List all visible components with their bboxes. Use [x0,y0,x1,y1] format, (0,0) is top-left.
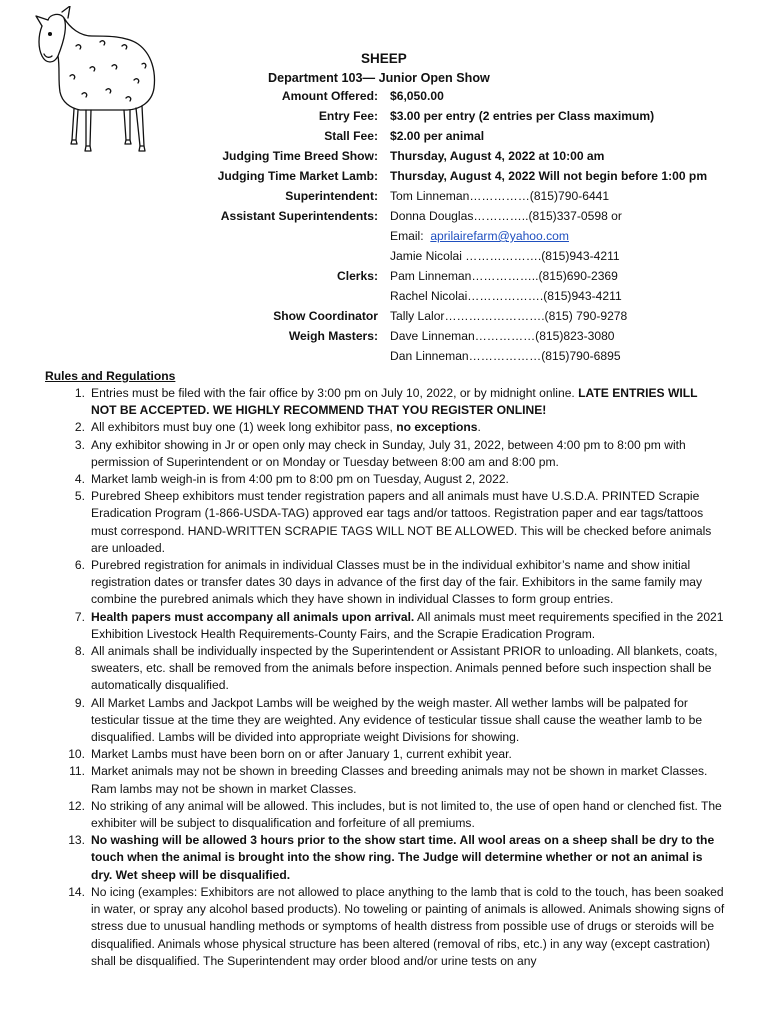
info-label: Judging Time Market Lamb: [217,169,378,183]
rules-list [45,385,725,970]
info-value: Jamie Nicolai ……………….(815)943-4211 [390,249,620,263]
info-label: Superintendent: [285,189,378,203]
rule-number: 9. [74,695,85,710]
rule-item [45,695,725,747]
rule-item [45,488,725,557]
info-row [0,309,770,327]
rule-text: no exceptions [396,420,478,435]
rule-text: No striking of any animal will be allowed. This includes, but is not limited to, the use of open hand or clenched fist. The exhibiter will be subject to disqualification and forfeiture of all premiums. [91,798,722,831]
info-value: Tom Linneman……………(815)790-6441 [390,189,610,203]
info-row [0,149,770,167]
info-label: Amount Offered: [281,89,378,103]
rule-number: 11. [69,764,85,779]
rule-number: 4. [74,472,85,487]
rule-text: All animals shall be individually inspected by the Superintendent or Assistant PRIOR to unloading. All blankets, coats, sweaters, etc. shall be removed from the animals before inspection. Animals penned before such inspection shall be automatically disqualified. [91,644,718,693]
info-label: Clerks: [336,269,378,283]
info-row [0,329,770,347]
rule-text: Health papers must accompany all animals upon arrival. [91,609,415,624]
rule-text: Purebred Sheep exhibitors must tender registration papers and all animals must have U.S.D.A. PRINTED Scrapie Eradication Program (1-866-USDA-TAG) approved ear tags and/or tattoos. Registration paper and ear tags/tattoos must correspond. HAND-WRITTEN SCRAPIE TAGS WILL NOT BE ALLOWED. This will be checked before animals are unloaded. [91,489,712,555]
info-row [0,269,770,287]
rule-number: 14. [68,884,85,899]
rule-item [45,557,725,609]
rule-text: Market Lambs must have been born on or after January 1, current exhibit year. [91,747,512,762]
department-heading: Department 103— Junior Open Show [268,71,490,85]
info-row [0,89,770,107]
rule-text: All exhibitors must buy one (1) week long exhibitor pass, [91,420,397,435]
rule-text: Market lamb weigh-in is from 4:00 pm to 8:00 pm on Tuesday, August 2, 2022. [91,472,509,487]
rule-text: All animals must meet requirements specified in the 2021 Exhibition Livestock Health Requirements-County Fairs, and the Scrapie Eradication Program. [91,609,724,641]
rule-number: 3. [74,437,85,452]
info-value: $6,050.00 [390,89,444,103]
info-label: Assistant Superintendents: [220,209,378,223]
info-value: Thursday, August 4, 2022 at 10:00 am [390,149,605,163]
rule-text: No icing (examples: Exhibitors are not allowed to place anything to the lamb that is cold to the touch, has been soaked in water, or spray any alcohol based products). No toweling or painting of animals is allowed. Animals showing signs of stress due to unusual handling methods or symptoms of health distress from possible use of drugs or steroids will be disqualified. Animals whose physical structure has been altered (removal of ribs, etc.) in any way (except castration) shall be disqualified. The Superintendent may order blood and/or urine tests on any [91,884,725,968]
info-row [0,169,770,187]
rule-text: Any exhibitor showing in Jr or open only may check in Sunday, July 31, 2022, between 4:00 pm to 8:00 pm with permission of Superintendent or on Monday or Tuesday between 8:00 am and 8:00 pm. [91,437,686,469]
info-value: Thursday, August 4, 2022 Will not begin before 1:00 pm [390,169,708,183]
rule-item [45,763,725,797]
rule-number: 13. [68,833,85,848]
rule-item [45,746,725,763]
info-value: Dave Linneman……………(815)823-3080 [390,329,615,343]
info-value: Donna Douglas…………..(815)337-0598 or [390,209,622,223]
rule-item [45,471,725,488]
rule-number: 6. [74,558,85,573]
info-row [0,189,770,207]
info-value: Dan Linneman………………(815)790-6895 [390,349,621,363]
info-label: Entry Fee: [318,109,378,123]
rule-number: 12. [68,798,85,813]
rules-heading: Rules and Regulations [45,369,176,383]
info-row [0,249,770,267]
info-label: Judging Time Breed Show: [222,149,378,163]
info-value: Rachel Nicolai……………….(815)943-4211 [390,289,622,303]
rule-number: 1. [74,386,85,400]
rule-item [45,609,725,643]
rule-text: No washing will be allowed 3 hours prior to the show start time. All wool areas on a sheep shall be dry to the touch when the animal is brought into the show ring. The Judge will determine whether or not an animal is dry. Wet sheep will be disqualified. [91,833,715,882]
rule-text: Market animals may not be shown in breeding Classes and breeding animals may not be shown in market Classes. Ram lambs may not be shown in market Classes. [91,764,708,796]
info-row [0,129,770,147]
rule-text: LATE ENTRIES WILL NOT BE ACCEPTED. WE HIGHLY RECOMMEND THAT YOU REGISTER ONLINE! [91,386,698,418]
rule-text: All Market Lambs and Jackpot Lambs will be weighed by the weigh master. All wether lambs will be palpated for testicular tissue at the time they are weighted. Any evidence of testicular tissue shall cause the weather lamb to be disqualified. Lambs will be divided into appropriate weight Divisions for showing. [91,695,703,745]
info-row [0,289,770,307]
info-label: Stall Fee: [324,129,378,143]
rule-number: 7. [74,609,85,624]
rule-item [45,419,725,436]
rule-number: 2. [74,420,85,435]
rule-text: . [477,420,481,435]
email-link[interactable]: aprilairefarm@yahoo.com [430,229,569,243]
page-title: SHEEP [361,51,407,66]
email-line [390,229,569,243]
rule-item [45,437,725,471]
info-row [0,349,770,367]
rule-item [45,643,725,695]
email-prefix: Email: [390,229,431,243]
rule-item [45,385,725,419]
info-value: Pam Linneman……………..(815)690-2369 [390,269,618,283]
rule-item [45,798,725,832]
info-value: Tally Lalor…………………….(815) 790-9278 [390,309,628,323]
rule-number: 8. [74,644,85,659]
rule-text: Entries must be filed with the fair office by 3:00 pm on July 10, 2022, or by midnight online. [91,386,579,400]
rule-item [45,884,725,970]
info-value: $3.00 per entry (2 entries per Class maximum) [390,109,655,123]
rule-item [45,832,725,884]
rule-number: 10. [68,747,85,762]
rule-number: 5. [74,489,85,504]
info-row [0,209,770,227]
info-label: Show Coordinator [273,309,378,323]
info-value: $2.00 per animal [390,129,485,143]
info-label: Weigh Masters: [288,329,378,343]
info-row [0,109,770,127]
info-row [0,229,770,247]
rule-text: Purebred registration for animals in individual Classes must be in the individual exhibitor’s name and show initial registration dates or transfer dates 30 days in advance of the first day of the fair. Exhibitors in the same family may combine the purebred animals which they have shown in individual Classes to form group entries. [91,558,703,607]
